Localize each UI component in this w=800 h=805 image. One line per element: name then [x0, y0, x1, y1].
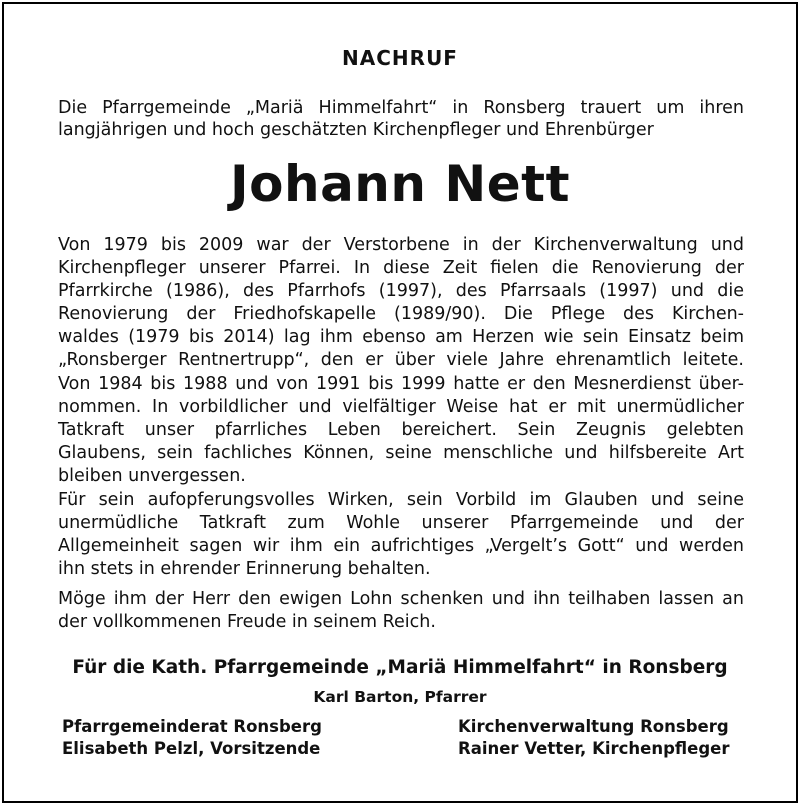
intro-line: Die Pfarrgemeinde „Mariä Himmelfahrt“ in Ronsberg trauert um ihren [58, 98, 744, 118]
text-line: Allgemeinheit sagen wir ihm ein aufrichtiges „Vergelt’s Gott“ und werden [58, 536, 744, 557]
text-line: Für sein aufopferungsvolles Wirken, sein Vorbild im Glauben und seine [58, 490, 744, 510]
text-line: Renovierung der Friedhofskapelle (1989/90). Die Pflege des Kirchen- [58, 304, 744, 325]
text-line: „Ronsberger Rentnertrupp“, den er über viele Jahre ehrenamtlich leitete. [58, 350, 744, 371]
signature-left [62, 716, 322, 760]
signature-organization: Für die Kath. Pfarrgemeinde „Mariä Himmelfahrt“ in Ronsberg [72, 657, 728, 678]
intro-text [58, 98, 744, 141]
signature-priest: Karl Barton, Pfarrer [313, 688, 487, 706]
blessing-paragraph [58, 588, 744, 634]
signature-right-person: Rainer Vetter, Kirchenpfleger [458, 739, 730, 758]
text-line: der vollkommenen Freude in seinem Reich. [58, 612, 436, 633]
intro-line: langjährigen und hoch geschätzten Kirchenpfleger und Ehrenbürger [58, 119, 654, 140]
signature-left-body: Pfarrgemeinderat Ronsberg [62, 717, 322, 736]
text-line: Tatkraft unser pfarrliches Leben bereichert. Sein Zeugnis gelebten [58, 419, 744, 440]
text-line: nommen. In vorbildlicher und vielfältiger Weise hat er mit unermüdlicher [58, 396, 744, 417]
text-line: Von 1979 bis 2009 war der Verstorbene in der Kirchenverwaltung und [58, 235, 744, 255]
gratitude-paragraph [58, 489, 744, 581]
text-line: Möge ihm der Herr den ewigen Lohn schenken und ihn teilhaben lassen an [58, 589, 744, 609]
signature-left-person: Elisabeth Pelzl, Vorsitzende [62, 739, 321, 758]
text-line: waldes (1979 bis 2014) lag ihm ebenso am Herzen wie sein Einsatz beim [58, 327, 744, 348]
signature-right-body: Kirchenverwaltung Ronsberg [458, 717, 729, 736]
text-line: Kirchenpfleger unserer Pfarrei. In diese Zeit fielen die Renovierung der [58, 258, 744, 279]
text-line: bleiben unvergessen. [58, 465, 246, 486]
text-line: unermüdliche Tatkraft zum Wohle unserer Pfarrgemeinde und der [58, 513, 744, 534]
signature-right [458, 716, 729, 760]
text-line: Pfarrkirche (1986), des Pfarrhofs (1997), des Pfarrsaals (1997) und die [58, 281, 744, 302]
notice-heading: NACHRUF [342, 46, 458, 70]
deceased-name: Johann Nett [230, 155, 570, 213]
text-line: ihn stets in ehrender Erinnerung behalten. [58, 559, 431, 580]
biography-paragraph [58, 234, 744, 488]
text-line: Von 1984 bis 1988 und von 1991 bis 1999 hatte er den Mesnerdienst über- [58, 373, 744, 394]
text-line: Glaubens, sein fachliches Können, seine menschliche und hilfsbereite Art [58, 442, 744, 463]
